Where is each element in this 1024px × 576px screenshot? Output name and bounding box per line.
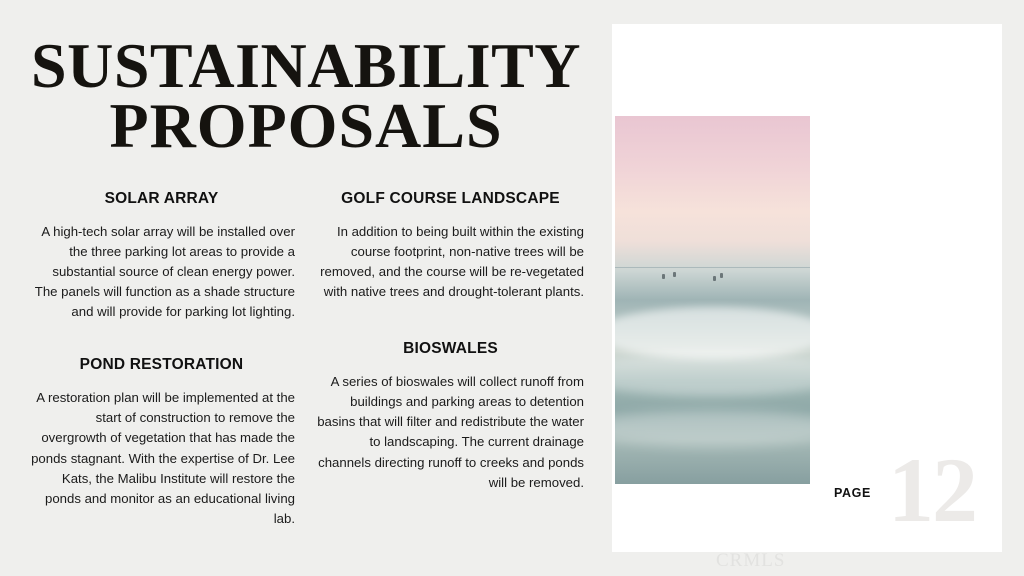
section-heading: GOLF COURSE LANDSCAPE <box>341 190 560 207</box>
right-white-panel <box>612 24 1002 552</box>
section-golf-course-landscape <box>317 190 584 302</box>
column-left <box>28 190 295 559</box>
title-line-1: SUSTAINABILITY <box>31 30 581 101</box>
section-body: A high-tech solar array will be installed over the three parking lot areas to provide a substantial source of clean energy power. The panels will function as a shade structure and will provide for parking lot lighting. <box>34 224 295 320</box>
section-bioswales <box>317 340 584 492</box>
wave-crest <box>615 352 810 396</box>
page-label: PAGE <box>834 486 871 500</box>
watermark-text: CRMLS <box>716 550 786 571</box>
section-body: A restoration plan will be implemented at the start of construction to remove the overgrowth of vegetation that has made the ponds stagnant. With the expertise of Dr. Lee Kats, the Malibu Institute will restore the ponds and monitor as an educational living lab. <box>31 390 295 526</box>
surfer-figure <box>713 276 716 281</box>
section-heading: SOLAR ARRAY <box>104 190 219 207</box>
section-heading: BIOSWALES <box>403 340 498 358</box>
text-columns <box>0 190 612 559</box>
surfer-figure <box>720 273 723 278</box>
section-pond-restoration <box>28 356 295 528</box>
section-heading: POND RESTORATION <box>79 356 244 374</box>
slide-title <box>20 30 592 161</box>
section-solar-array <box>28 190 295 322</box>
wave-crest <box>615 410 810 447</box>
section-body: A series of bioswales will collect runoff from buildings and parking areas to detention basins that will filter and redistribute the water to landscaping. The current drainage channels directing runoff to creeks and ponds will be removed. <box>317 374 584 490</box>
horizon-line <box>615 267 810 269</box>
column-right <box>317 190 584 559</box>
ocean-waves-photo <box>615 116 810 484</box>
surfer-figure <box>673 272 676 277</box>
section-body: In addition to being built within the existing course footprint, non-native trees will be removed, and the course will be re-vegetated with native trees and drought-tolerant plants. <box>320 224 584 300</box>
title-line-2: PROPOSALS <box>109 89 503 161</box>
page-number: 12 <box>888 439 976 542</box>
surfer-figure <box>662 274 665 279</box>
